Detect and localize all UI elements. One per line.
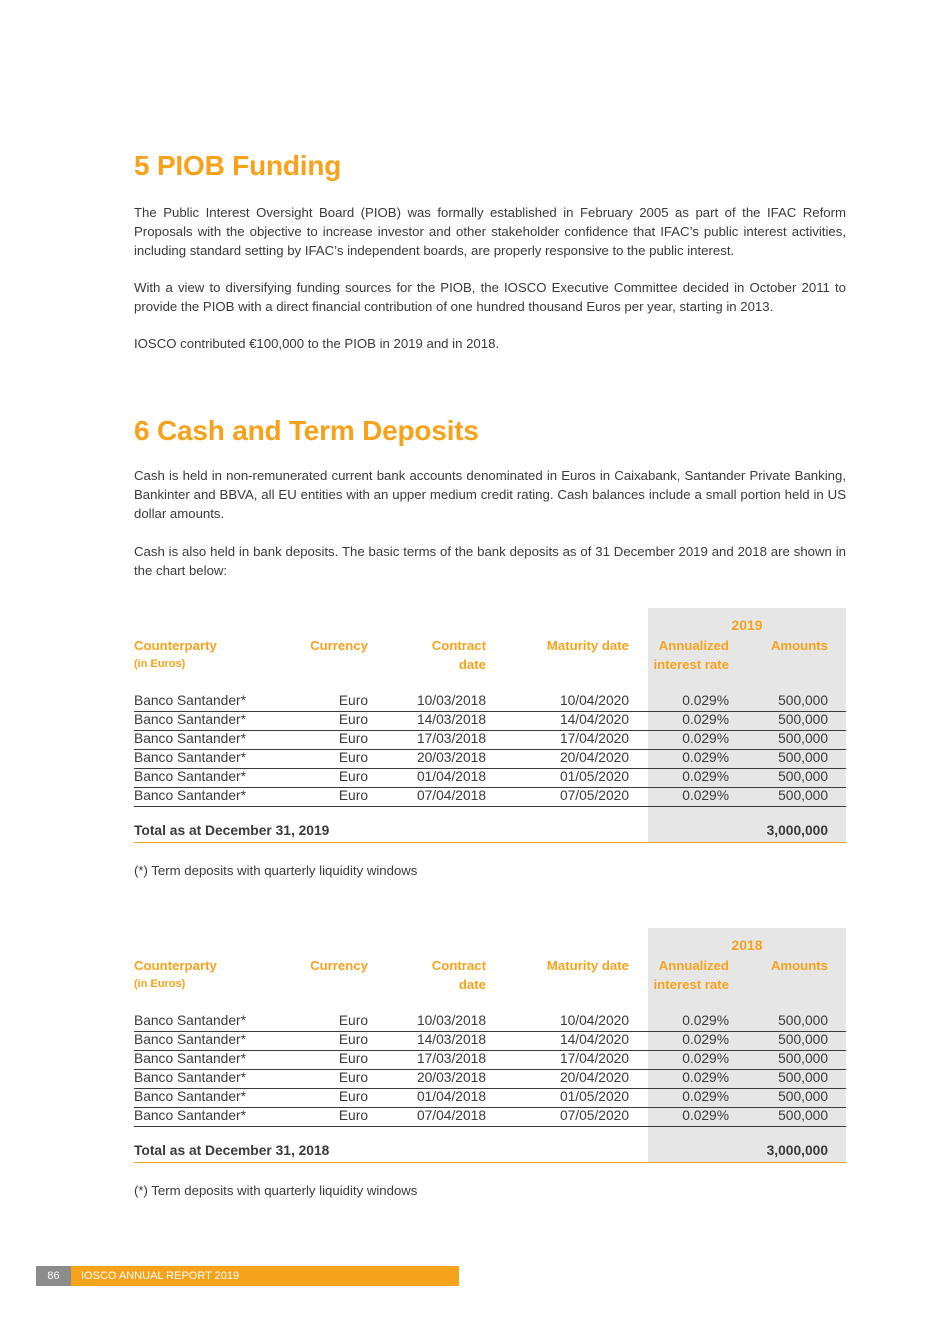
total-amount: 3,000,000 (766, 823, 828, 838)
table-row (134, 1107, 846, 1127)
cell-contract: 17/03/2018 (416, 1051, 486, 1066)
header-contract: Contract (431, 958, 486, 973)
footnote: (*) Term deposits with quarterly liquidity windows (134, 1183, 418, 1198)
total-row (134, 820, 846, 843)
paragraph: Cash is held in non-remunerated current bank accounts denominated in Euros in Caixabank, Santander Private Banking, Bankinter and BBVA, all EU entities with an upper medium credit rating. Cash balances include a small portion held in US dollar amounts. (134, 468, 846, 521)
cell-maturity: 07/05/2020 (559, 1108, 629, 1123)
cell-contract: 01/04/2018 (416, 769, 486, 784)
header-counterparty-sub: (in Euros) (134, 658, 186, 670)
cell-rate: 0.029% (682, 1070, 729, 1085)
cell-counterparty: Banco Santander* (134, 788, 246, 803)
header-currency: Currency (310, 638, 368, 653)
table-year: 2019 (731, 617, 763, 633)
cell-contract: 10/03/2018 (416, 1013, 486, 1028)
cell-contract: 14/03/2018 (416, 1032, 486, 1047)
total-amount: 3,000,000 (766, 1143, 828, 1158)
cell-contract: 01/04/2018 (416, 1089, 486, 1104)
header-contract-sub: date (458, 977, 486, 992)
table-row (134, 1050, 846, 1070)
header-maturity: Maturity date (546, 958, 629, 973)
cell-contract: 07/04/2018 (416, 1108, 486, 1123)
cell-counterparty: Banco Santander* (134, 712, 246, 727)
cell-currency: Euro (338, 1108, 368, 1123)
cell-amount: 500,000 (778, 1108, 828, 1123)
cell-maturity: 17/04/2020 (559, 731, 629, 746)
cell-currency: Euro (338, 1032, 368, 1047)
cell-maturity: 07/05/2020 (559, 788, 629, 803)
total-row (134, 1140, 846, 1163)
total-label: Total as at December 31, 2019 (134, 823, 330, 838)
cell-rate: 0.029% (682, 750, 729, 765)
cell-currency: Euro (338, 1070, 368, 1085)
cell-rate: 0.029% (682, 769, 729, 784)
header-rate: Annualized (658, 958, 729, 973)
table-row (134, 749, 846, 769)
cell-amount: 500,000 (778, 731, 828, 746)
table-row (134, 1031, 846, 1051)
cell-amount: 500,000 (778, 1051, 828, 1066)
cell-counterparty: Banco Santander* (134, 1032, 246, 1047)
cell-counterparty: Banco Santander* (134, 693, 246, 708)
cell-currency: Euro (338, 788, 368, 803)
cell-contract: 17/03/2018 (416, 731, 486, 746)
cell-contract: 10/03/2018 (416, 693, 486, 708)
cell-amount: 500,000 (778, 693, 828, 708)
cell-rate: 0.029% (682, 1108, 729, 1123)
cell-contract: 20/03/2018 (416, 1070, 486, 1085)
cell-counterparty: Banco Santander* (134, 750, 246, 765)
header-amounts: Amounts (770, 638, 828, 653)
header-contract: Contract (431, 638, 486, 653)
table-row (134, 730, 846, 750)
cell-currency: Euro (338, 693, 368, 708)
cell-maturity: 01/05/2020 (559, 1089, 629, 1104)
header-rate: Annualized (658, 638, 729, 653)
table-row (134, 1069, 846, 1089)
header-rate-sub: interest rate (653, 977, 729, 992)
cell-currency: Euro (338, 769, 368, 784)
cell-currency: Euro (338, 1051, 368, 1066)
section-title-cash-deposits: 6 Cash and Term Deposits (134, 415, 479, 446)
cell-maturity: 01/05/2020 (559, 769, 629, 784)
table-row (134, 768, 846, 788)
cell-rate: 0.029% (682, 788, 729, 803)
cell-contract: 14/03/2018 (416, 712, 486, 727)
header-contract-sub: date (458, 657, 486, 672)
cell-currency: Euro (338, 1089, 368, 1104)
cell-maturity: 14/04/2020 (559, 1032, 629, 1047)
cell-amount: 500,000 (778, 788, 828, 803)
table-row (134, 711, 846, 731)
cell-rate: 0.029% (682, 1032, 729, 1047)
table-row (134, 787, 846, 807)
cell-currency: Euro (338, 1013, 368, 1028)
paragraph: IOSCO contributed €100,000 to the PIOB in 2019 and in 2018. (134, 336, 500, 351)
cell-amount: 500,000 (778, 1089, 828, 1104)
cell-counterparty: Banco Santander* (134, 1013, 246, 1028)
cell-rate: 0.029% (682, 693, 729, 708)
cell-rate: 0.029% (682, 1013, 729, 1028)
paragraph: The Public Interest Oversight Board (PIOB) was formally established in February 2005 as part of the IFAC Reform Proposals with the objective to increase investor and other stakeholder confidence that IFAC’s public interest activities, including standard setting by IFAC’s independent boards, are properly responsive to the public interest. (134, 205, 846, 258)
cell-maturity: 10/04/2020 (559, 1013, 629, 1028)
table-row (134, 692, 846, 712)
cell-amount: 500,000 (778, 712, 828, 727)
table-row (134, 1088, 846, 1108)
cell-rate: 0.029% (682, 712, 729, 727)
footnote: (*) Term deposits with quarterly liquidity windows (134, 863, 418, 878)
cell-counterparty: Banco Santander* (134, 1051, 246, 1066)
header-maturity: Maturity date (546, 638, 629, 653)
cell-counterparty: Banco Santander* (134, 1070, 246, 1085)
cell-amount: 500,000 (778, 1070, 828, 1085)
paragraph: Cash is also held in bank deposits. The basic terms of the bank deposits as of 31 December 2019 and 2018 are shown in the chart below: (134, 544, 846, 578)
page-footer (36, 1266, 459, 1286)
header-rate-sub: interest rate (653, 657, 729, 672)
cell-currency: Euro (338, 712, 368, 727)
report-title: IOSCO ANNUAL REPORT 2019 (81, 1270, 240, 1282)
cell-maturity: 10/04/2020 (559, 693, 629, 708)
cell-rate: 0.029% (682, 731, 729, 746)
cell-maturity: 20/04/2020 (559, 1070, 629, 1085)
paragraph: With a view to diversifying funding sources for the PIOB, the IOSCO Executive Committee decided in October 2011 to provide the PIOB with a direct financial contribution of one hundred thousand Euros per year, starting in 2013. (134, 280, 846, 314)
cell-rate: 0.029% (682, 1089, 729, 1104)
cell-contract: 20/03/2018 (416, 750, 486, 765)
table-year: 2018 (731, 937, 763, 953)
cell-counterparty: Banco Santander* (134, 1108, 246, 1123)
cell-amount: 500,000 (778, 1032, 828, 1047)
page-number: 86 (36, 1266, 71, 1286)
cell-maturity: 14/04/2020 (559, 712, 629, 727)
cell-amount: 500,000 (778, 769, 828, 784)
cell-rate: 0.029% (682, 1051, 729, 1066)
cell-counterparty: Banco Santander* (134, 769, 246, 784)
cell-maturity: 17/04/2020 (559, 1051, 629, 1066)
header-currency: Currency (310, 958, 368, 973)
cell-amount: 500,000 (778, 1013, 828, 1028)
cell-currency: Euro (338, 731, 368, 746)
header-counterparty: Counterparty (134, 638, 217, 653)
header-amounts: Amounts (770, 958, 828, 973)
cell-counterparty: Banco Santander* (134, 731, 246, 746)
total-label: Total as at December 31, 2018 (134, 1143, 330, 1158)
cell-currency: Euro (338, 750, 368, 765)
cell-counterparty: Banco Santander* (134, 1089, 246, 1104)
cell-amount: 500,000 (778, 750, 828, 765)
section-title-piob-funding: 5 PIOB Funding (134, 150, 342, 181)
table-row (134, 1012, 846, 1032)
header-counterparty-sub: (in Euros) (134, 978, 186, 990)
cell-contract: 07/04/2018 (416, 788, 486, 803)
header-counterparty: Counterparty (134, 958, 217, 973)
cell-maturity: 20/04/2020 (559, 750, 629, 765)
